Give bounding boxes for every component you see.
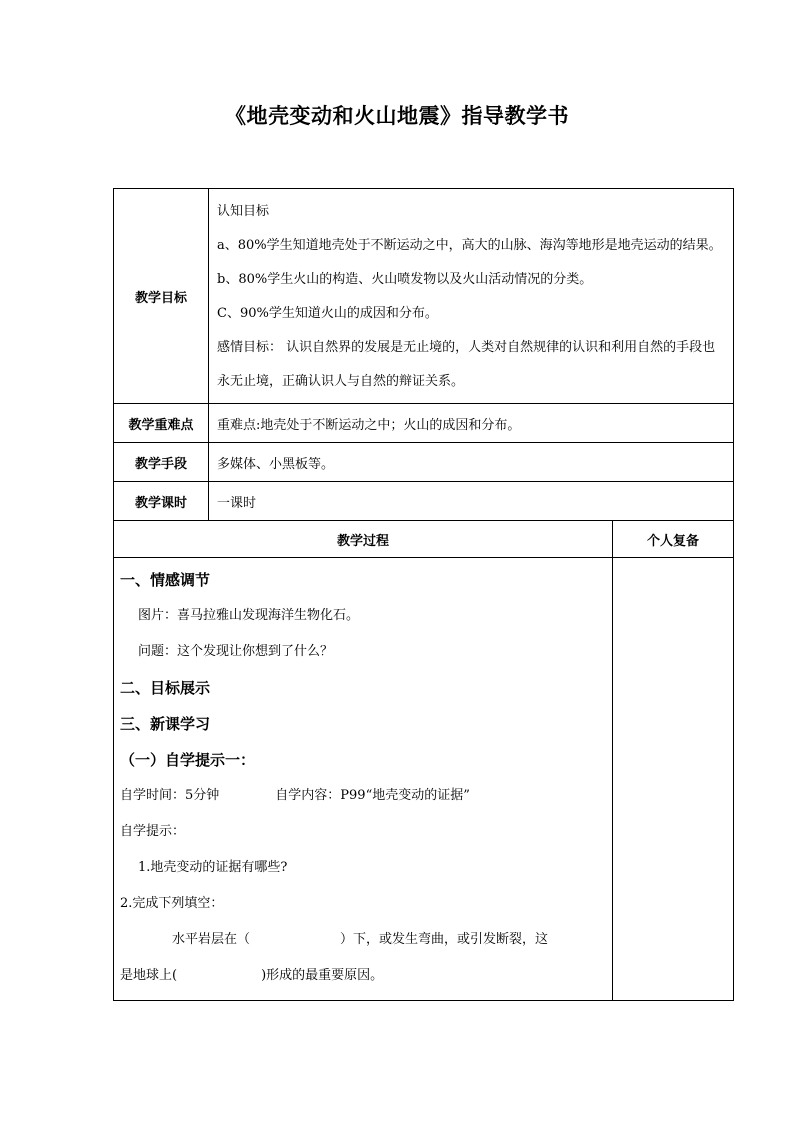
picture-line: 图片：喜马拉雅山发现海洋生物化石。 bbox=[138, 608, 360, 623]
question-1: 1.地壳变动的证据有哪些? bbox=[138, 860, 288, 875]
objectives-label: 教学目标 bbox=[114, 189, 209, 404]
objective-a: a、80%学生知道地壳处于不断运动之中，高大的山脉、海沟等地形是地壳运动的结果。 bbox=[217, 238, 722, 253]
means-label: 教学手段 bbox=[114, 443, 209, 482]
process-header-row bbox=[114, 521, 734, 558]
fill-blank-line-2 bbox=[120, 958, 604, 994]
question-line: 问题：这个发现让你想到了什么？ bbox=[138, 644, 334, 659]
personal-notes-cell bbox=[613, 558, 734, 1001]
fill-blank-line-1 bbox=[120, 922, 604, 958]
lesson-plan-table bbox=[113, 188, 734, 1001]
fill-text-d: )形成的最重要原因。 bbox=[261, 968, 384, 983]
difficulty-content: 重难点:地壳处于不断运动之中；火山的成因和分布。 bbox=[209, 404, 734, 443]
difficulty-row bbox=[114, 404, 734, 443]
fill-text-c: 是地球上( bbox=[120, 968, 178, 983]
hours-label: 教学课时 bbox=[114, 482, 209, 521]
objectives-row bbox=[114, 189, 734, 404]
document-title: 《地壳变动和火山地震》指导教学书 bbox=[225, 104, 569, 128]
objective-c: C、90%学生知道火山的成因和分布。 bbox=[217, 306, 438, 321]
personal-header: 个人复备 bbox=[613, 521, 734, 558]
objectives-content bbox=[209, 189, 734, 404]
self-study-time: 自学时间：5分钟 bbox=[120, 788, 220, 803]
objective-b: b、80%学生火山的构造、火山喷发物以及火山活动情况的分类。 bbox=[217, 272, 593, 287]
means-content: 多媒体、小黑板等。 bbox=[209, 443, 734, 482]
fill-text-a: 水平岩层在（ bbox=[172, 932, 251, 947]
hint-label: 自学提示： bbox=[120, 824, 186, 839]
self-study-content: 自学内容：P99“地壳变动的证据” bbox=[275, 788, 470, 803]
section-emotion: 一、情感调节 bbox=[120, 571, 211, 589]
process-content bbox=[114, 558, 613, 1001]
self-study-heading: （一）自学提示一： bbox=[120, 751, 256, 769]
process-header: 教学过程 bbox=[114, 521, 613, 558]
process-row bbox=[114, 558, 734, 1001]
emotional-objective: 感情目标： 认识自然界的发展是无止境的，人类对自然规律的认识和利用自然的手段也永无止境，正确认识人与自然的辩证关系。 bbox=[217, 340, 716, 389]
cognitive-heading: 认知目标 bbox=[217, 204, 270, 219]
hours-row bbox=[114, 482, 734, 521]
section-goals: 二、目标展示 bbox=[120, 679, 211, 697]
hours-content: 一课时 bbox=[209, 482, 734, 521]
means-row bbox=[114, 443, 734, 482]
self-study-info bbox=[120, 778, 604, 814]
question-2: 2.完成下列填空： bbox=[120, 896, 224, 911]
difficulty-label: 教学重难点 bbox=[114, 404, 209, 443]
section-new-lesson: 三、新课学习 bbox=[120, 715, 211, 733]
fill-text-b: ）下，或发生弯曲，或引发断裂，这 bbox=[340, 932, 549, 947]
